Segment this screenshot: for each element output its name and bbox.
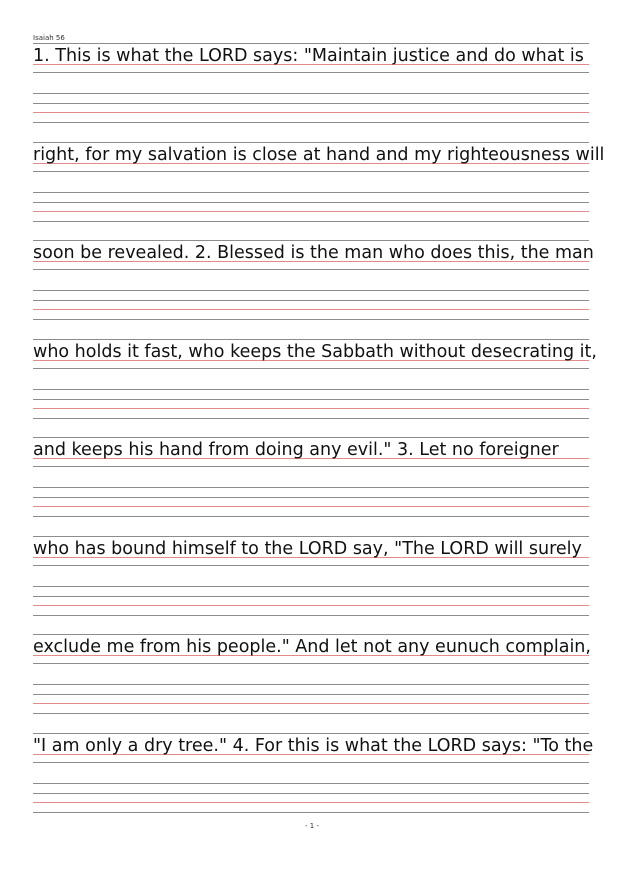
guide-rule bbox=[33, 319, 589, 320]
guide-rule bbox=[33, 389, 589, 390]
trace-text-line: who holds it fast, who keeps the Sabbath without desecrating it, bbox=[33, 341, 597, 362]
guide-rule bbox=[33, 536, 589, 537]
baseline-guide-rule bbox=[33, 309, 589, 310]
guide-rule bbox=[33, 812, 589, 813]
baseline-guide-rule bbox=[33, 506, 589, 507]
practice-line-block bbox=[33, 142, 605, 222]
guide-rule bbox=[33, 368, 589, 369]
practice-line-block bbox=[33, 536, 589, 616]
practice-line-block bbox=[33, 339, 597, 419]
baseline-guide-rule bbox=[33, 112, 589, 113]
guide-rule bbox=[33, 634, 589, 635]
guide-rule bbox=[33, 269, 589, 270]
guide-rule bbox=[33, 694, 589, 695]
guide-rule bbox=[33, 596, 589, 597]
guide-rule bbox=[33, 300, 589, 301]
guide-rule bbox=[33, 565, 589, 566]
guide-rule bbox=[33, 72, 589, 73]
trace-text-line: "I am only a dry tree." 4. For this is what the LORD says: "To the bbox=[33, 735, 594, 756]
guide-rule bbox=[33, 762, 589, 763]
guide-rule bbox=[33, 663, 589, 664]
guide-rule bbox=[33, 516, 589, 517]
guide-rule bbox=[33, 733, 589, 734]
guide-rule bbox=[33, 793, 589, 794]
guide-rule bbox=[33, 713, 589, 714]
guide-rule bbox=[33, 93, 589, 94]
guide-rule bbox=[33, 240, 589, 241]
guide-rule bbox=[33, 103, 589, 104]
guide-rule bbox=[33, 122, 589, 123]
trace-text-line: 1. This is what the LORD says: "Maintain justice and do what is bbox=[33, 46, 584, 66]
practice-line-block bbox=[33, 733, 594, 813]
guide-rule bbox=[33, 399, 589, 400]
page-header-title: Isaiah 56 bbox=[33, 34, 65, 42]
practice-line-block bbox=[33, 43, 589, 123]
trace-text-line: exclude me from his people." And let not any eunuch complain, bbox=[33, 637, 591, 657]
guide-rule bbox=[33, 586, 589, 587]
guide-rule bbox=[33, 684, 589, 685]
baseline-guide-rule bbox=[33, 605, 589, 606]
page-number: - 1 - bbox=[305, 822, 319, 830]
trace-text-line: soon be revealed. 2. Blessed is the man who does this, the man bbox=[33, 243, 594, 263]
trace-text-line: and keeps his hand from doing any evil." 3. Let no foreigner bbox=[33, 440, 559, 460]
guide-rule bbox=[33, 290, 589, 291]
guide-rule bbox=[33, 487, 589, 488]
guide-rule bbox=[33, 202, 589, 203]
practice-line-block bbox=[33, 437, 589, 517]
guide-rule bbox=[33, 339, 589, 340]
guide-rule bbox=[33, 497, 589, 498]
guide-rule bbox=[33, 466, 589, 467]
practice-line-block bbox=[33, 634, 589, 714]
guide-rule bbox=[33, 437, 589, 438]
baseline-guide-rule bbox=[33, 703, 589, 704]
guide-rule bbox=[33, 783, 589, 784]
guide-rule bbox=[33, 142, 589, 143]
guide-rule bbox=[33, 192, 589, 193]
trace-text-line: who has bound himself to the LORD say, "The LORD will surely bbox=[33, 538, 582, 559]
practice-line-block bbox=[33, 240, 594, 320]
baseline-guide-rule bbox=[33, 211, 589, 212]
guide-rule bbox=[33, 43, 589, 44]
guide-rule bbox=[33, 221, 589, 222]
baseline-guide-rule bbox=[33, 408, 589, 409]
guide-rule bbox=[33, 171, 589, 172]
baseline-guide-rule bbox=[33, 802, 589, 803]
guide-rule bbox=[33, 615, 589, 616]
guide-rule bbox=[33, 418, 589, 419]
trace-text-line: right, for my salvation is close at hand and my righteousness will bbox=[33, 144, 605, 165]
